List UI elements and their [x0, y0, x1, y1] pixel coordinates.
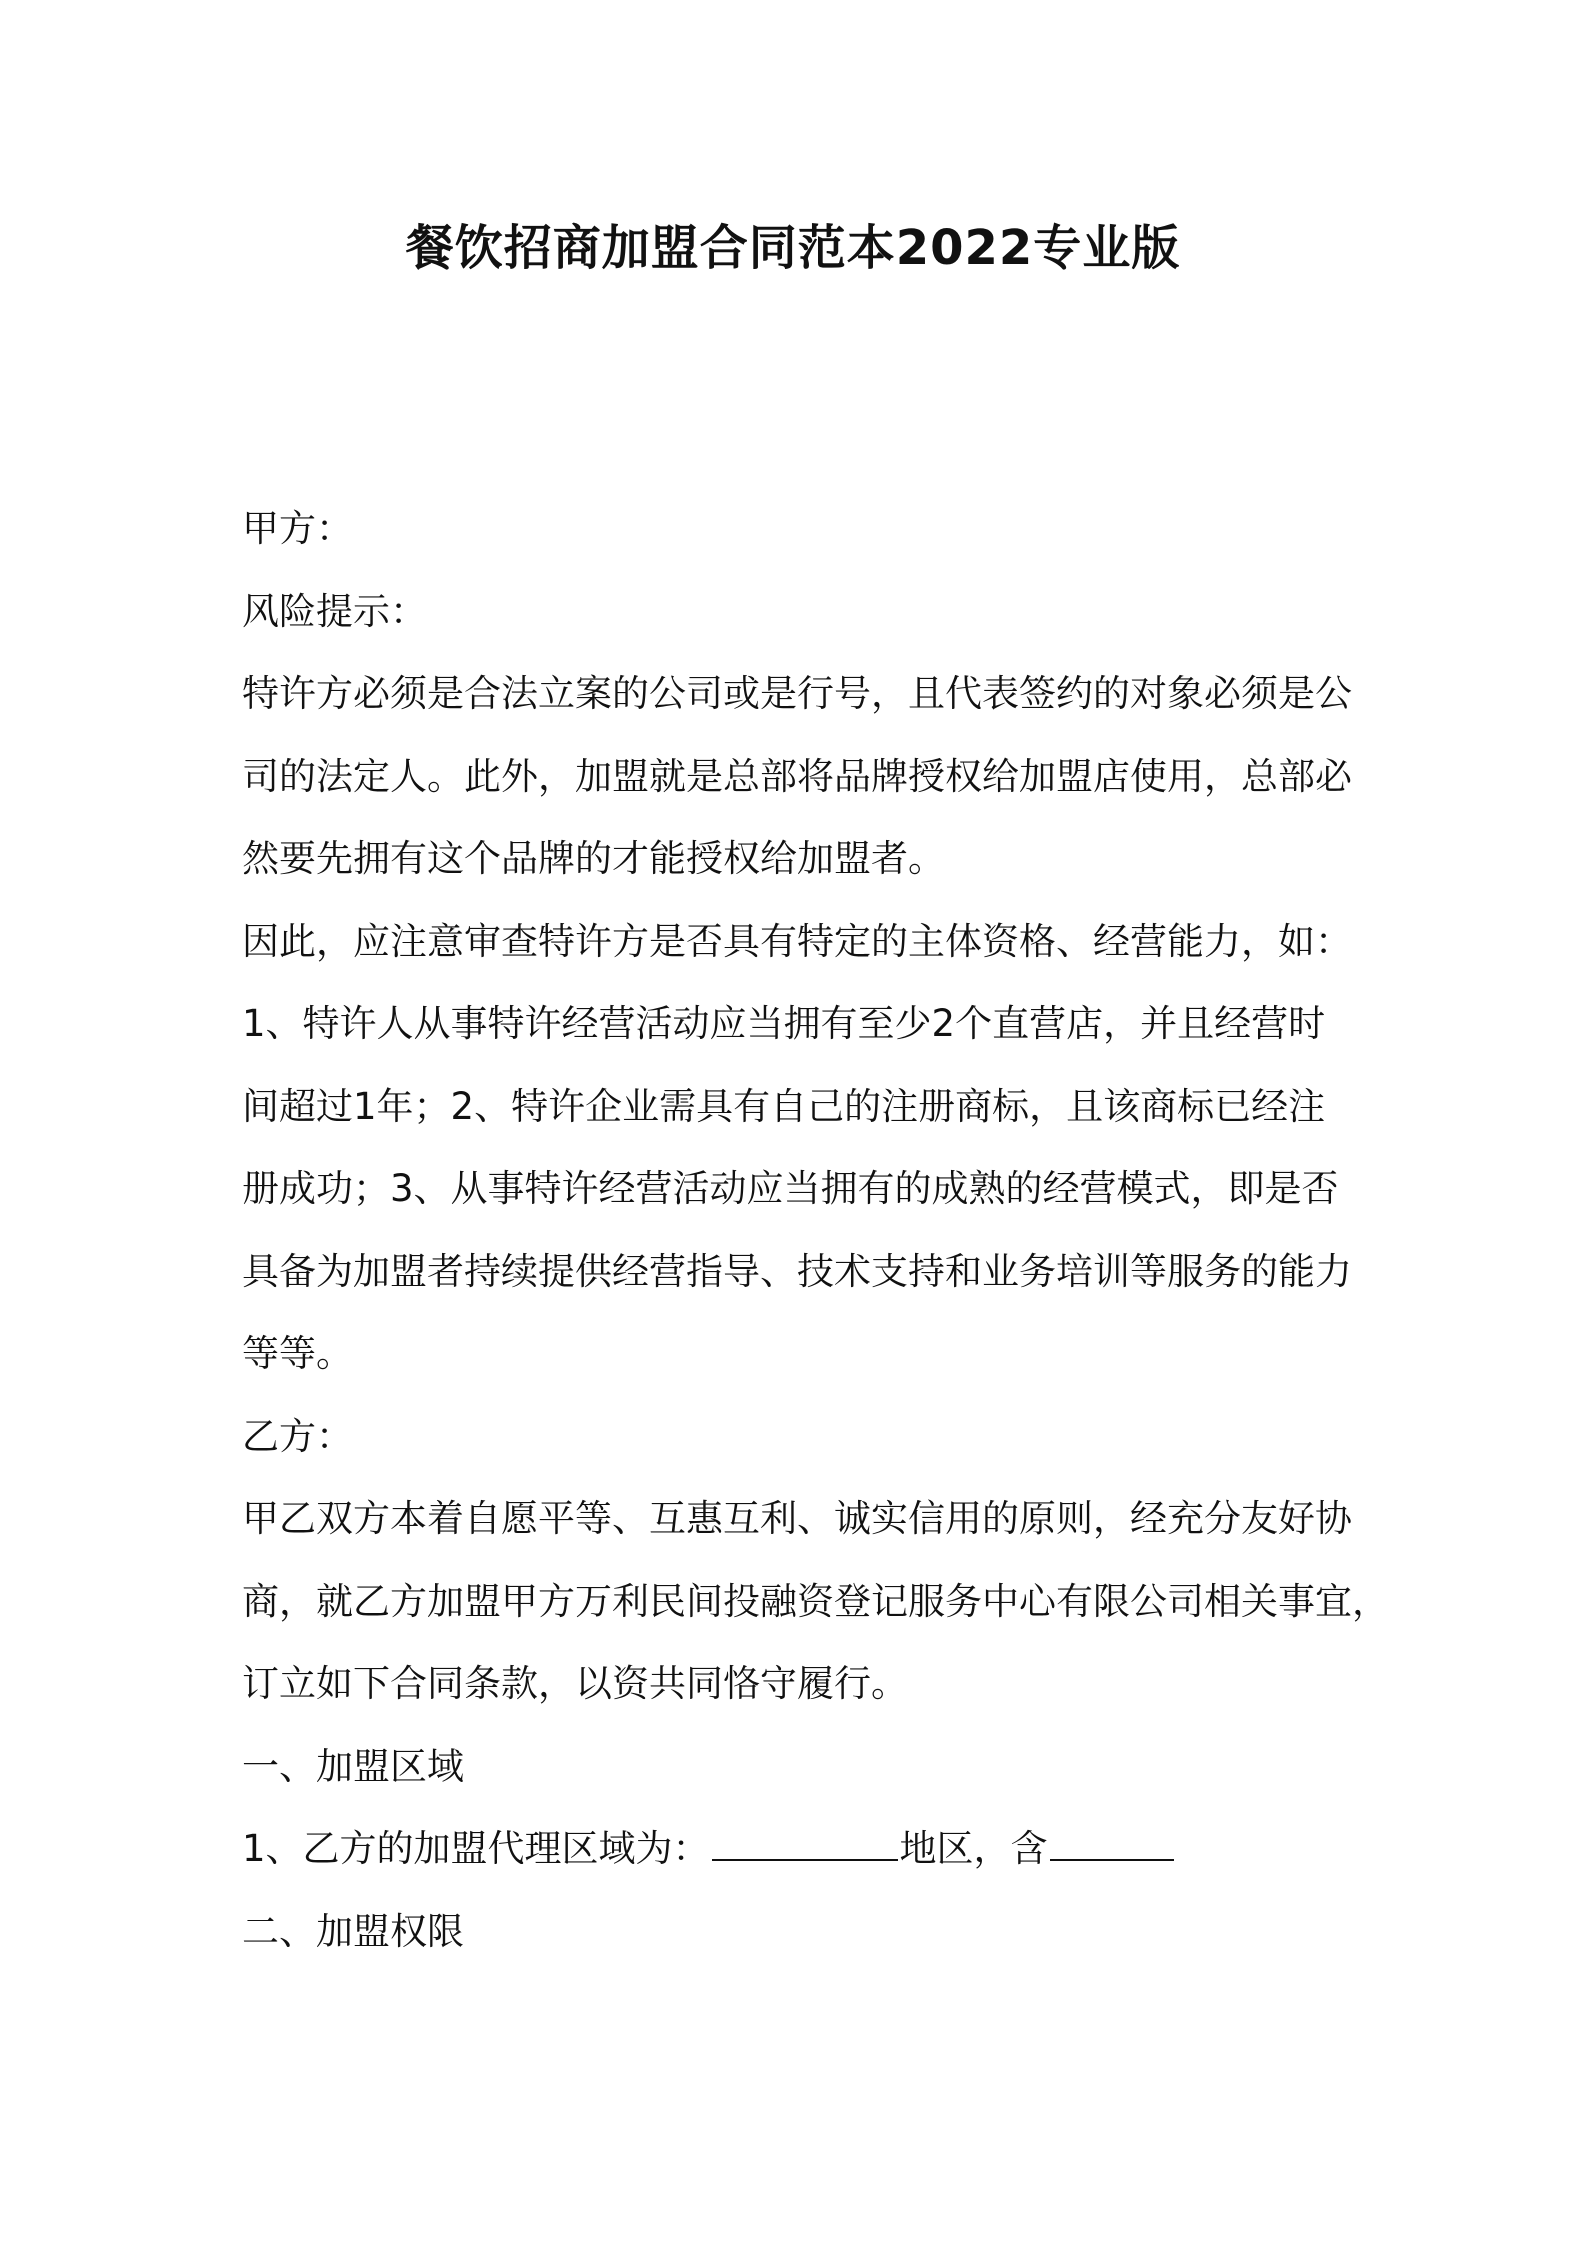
review-criteria-line: 册成功；3、从事特许经营活动应当拥有的成熟的经营模式，即是否	[242, 1167, 1339, 1210]
risk-notice-heading: 风险提示：	[242, 589, 427, 633]
preamble-line: 订立如下合同条款，以资共同恪守履行。	[242, 1662, 908, 1705]
risk-notice-line: 特许方必须是合法立案的公司或是行号，且代表签约的对象必须是公	[242, 672, 1352, 715]
section-heading-franchise-rights: 二、加盟权限	[242, 1909, 464, 1953]
review-criteria-line: 1、特许人从事特许经营活动应当拥有至少2个直营店，并且经营时	[242, 1002, 1326, 1045]
review-notice-line: 因此，应注意审查特许方是否具有特定的主体资格、经营能力，如：	[242, 919, 1352, 963]
section-heading-franchise-region: 一、加盟区域	[242, 1744, 464, 1788]
party-a-label: 甲方：	[242, 507, 353, 550]
included-area-blank-field	[1050, 1829, 1174, 1861]
region-blank-field	[712, 1829, 898, 1861]
review-criteria-line: 具备为加盟者持续提供经营指导、技术支持和业务培训等服务的能力	[242, 1249, 1352, 1293]
review-criteria-line: 等等。	[242, 1332, 353, 1375]
risk-notice-line: 然要先拥有这个品牌的才能授权给加盟者。	[242, 837, 945, 880]
region-clause-prefix: 1、乙方的加盟代理区域为：	[242, 1827, 710, 1870]
document-body	[242, 488, 1389, 1973]
region-clause-middle: 地区，含	[899, 1827, 1048, 1870]
review-criteria-line: 间超过1年；2、特许企业需具有自己的注册商标，且该商标已经注	[242, 1084, 1326, 1128]
franchise-region-clause	[242, 1808, 1362, 1891]
risk-notice-line: 司的法定人。此外，加盟就是总部将品牌授权给加盟店使用，总部必	[242, 754, 1352, 798]
document-title: 餐饮招商加盟合同范本2022专业版	[405, 220, 1181, 276]
preamble-line: 甲乙双方本着自愿平等、互惠互利、诚实信用的原则，经充分友好协	[242, 1497, 1352, 1540]
party-b-label: 乙方：	[242, 1414, 353, 1458]
preamble-line: 商，就乙方加盟甲方万利民间投融资登记服务中心有限公司相关事宜，	[242, 1579, 1389, 1623]
